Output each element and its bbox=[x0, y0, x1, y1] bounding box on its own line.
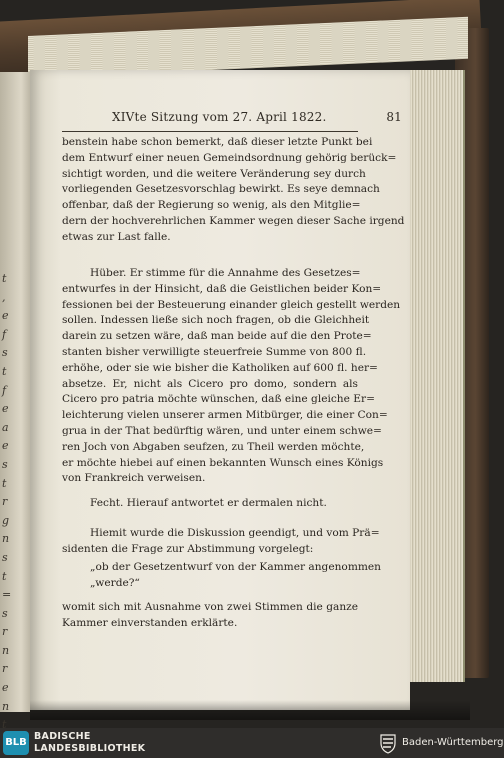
partner-name[interactable]: Baden-Württemberg bbox=[402, 737, 504, 748]
text-line: leichterung vielen unserer armen Mitbürger, die einer Con= bbox=[62, 409, 388, 422]
library-line-2: LANDESBIBLIOTHEK bbox=[34, 742, 146, 754]
text-line: Hiemit wurde die Diskussion geendigt, und vom Prä= bbox=[90, 527, 380, 539]
left-margin-letter: s bbox=[2, 346, 8, 360]
left-margin-letter: f bbox=[2, 327, 7, 341]
text-line: fessionen bei der Besteuerung einander gleich gestellt werden bbox=[62, 298, 401, 311]
left-margin-letter: r bbox=[2, 625, 8, 639]
left-margin-letter: n bbox=[2, 643, 10, 657]
viewer-footer bbox=[0, 728, 504, 758]
left-page-letters bbox=[2, 270, 16, 728]
left-margin-letter: t bbox=[2, 272, 7, 285]
text-line: Hüber. Er stimme für die Annahme des Gesetzes= bbox=[90, 267, 361, 279]
left-margin-letter: s bbox=[2, 457, 8, 471]
text-line: absetze. Er, nicht als Cicero pro domo, sondern als bbox=[62, 377, 358, 390]
left-margin-letter: n bbox=[2, 532, 10, 546]
page-shadow bbox=[30, 700, 470, 720]
text-line: vorliegenden Gesetzesvorschlag bewirkt. Es seye demnach bbox=[62, 183, 380, 196]
paragraph-5 bbox=[62, 600, 358, 632]
text-line: etwas zur Last falle. bbox=[62, 230, 171, 243]
text-line: Cicero pro patria möchte wünschen, daß eine gleiche Er= bbox=[62, 393, 375, 406]
text-line: sichtigt worden, und die weitere Veränderung sey durch bbox=[62, 167, 366, 180]
text-line: benstein habe schon bemerkt, daß dieser letzte Punkt bei bbox=[62, 136, 373, 148]
left-margin-letter: t bbox=[2, 569, 7, 583]
paragraph-4 bbox=[62, 526, 380, 558]
library-line-1: BADISCHE bbox=[34, 731, 91, 742]
left-margin-letter: s bbox=[2, 550, 8, 564]
library-name[interactable] bbox=[34, 731, 145, 754]
running-title: XIVte Sitzung vom 27. April 1822. bbox=[112, 110, 327, 124]
left-margin-letter: e bbox=[2, 681, 9, 695]
page-number: 81 bbox=[386, 110, 402, 124]
left-margin-letter: g bbox=[2, 513, 10, 527]
coat-of-arms-icon bbox=[379, 732, 397, 754]
left-margin-letter: r bbox=[2, 662, 8, 676]
paragraph-1 bbox=[62, 135, 405, 246]
left-margin-letter: t bbox=[2, 364, 7, 378]
text-line: entwurfes in der Hinsicht, daß die Geistlichen beider Kon= bbox=[62, 282, 382, 295]
header-rule bbox=[62, 131, 358, 132]
text-line: Kammer einverstanden erklärte. bbox=[62, 616, 238, 629]
text-line: darein zu setzen wäre, daß man beide auf die den Prote= bbox=[62, 330, 372, 343]
left-margin-letter: a bbox=[2, 420, 9, 434]
paragraph-2 bbox=[62, 266, 401, 487]
text-line: grua in der That bedürftig wären, und unter einem schwe= bbox=[62, 424, 382, 437]
text-line: dern der hochverehrlichen Kammer wegen dieser Sache irgend bbox=[62, 214, 405, 227]
text-line: „werde?“ bbox=[90, 576, 140, 589]
text-line: von Frankreich verweisen. bbox=[62, 472, 206, 485]
paragraph-3 bbox=[62, 496, 358, 512]
text-line: sidenten die Frage zur Abstimmung vorgelegt: bbox=[62, 542, 314, 555]
page-edges-right bbox=[408, 70, 465, 682]
text-line: dem Entwurf einer neuen Gemeindsordnung gehörig berück= bbox=[62, 151, 397, 164]
left-margin-letter: e bbox=[2, 402, 9, 416]
text-line: erhöhe, oder sie wie bisher die Katholiken auf 600 fl. her= bbox=[62, 361, 378, 374]
left-margin-letter: s bbox=[2, 606, 8, 620]
left-margin-letter: , bbox=[2, 290, 6, 304]
left-margin-letter: t bbox=[2, 476, 7, 490]
left-margin-letter: f bbox=[2, 383, 7, 397]
text-line: „ob der Gesetzentwurf von der Kammer angenommen bbox=[90, 561, 381, 573]
text-line: womit sich mit Ausnahme von zwei Stimmen die ganze bbox=[62, 601, 358, 613]
quoted-question bbox=[90, 560, 381, 592]
blb-logo[interactable]: BLB bbox=[3, 731, 29, 755]
left-margin-letter: t bbox=[2, 718, 7, 728]
left-margin-letter: = bbox=[2, 588, 12, 602]
text-line: Fecht. Hierauf antwortet er dermalen nicht. bbox=[90, 497, 327, 509]
text-line: ren Joch von Abgaben seufzen, zu Theil werden möchte, bbox=[62, 440, 365, 453]
text-line: er möchte hiebei auf einen bekannten Wunsch eines Königs bbox=[62, 456, 384, 469]
text-line: stanten bisher verwilligte steuerfreie Summe von 800 fl. bbox=[62, 345, 367, 358]
left-margin-letter: n bbox=[2, 699, 10, 713]
left-margin-letter: e bbox=[2, 439, 9, 453]
text-line: offenbar, daß der Regierung so wenig, als den Mitglie= bbox=[62, 199, 361, 212]
left-margin-letter: e bbox=[2, 309, 9, 323]
text-line: sollen. Indessen ließe sich noch fragen, ob die Gleichheit bbox=[62, 314, 370, 327]
left-margin-letter: r bbox=[2, 495, 8, 509]
